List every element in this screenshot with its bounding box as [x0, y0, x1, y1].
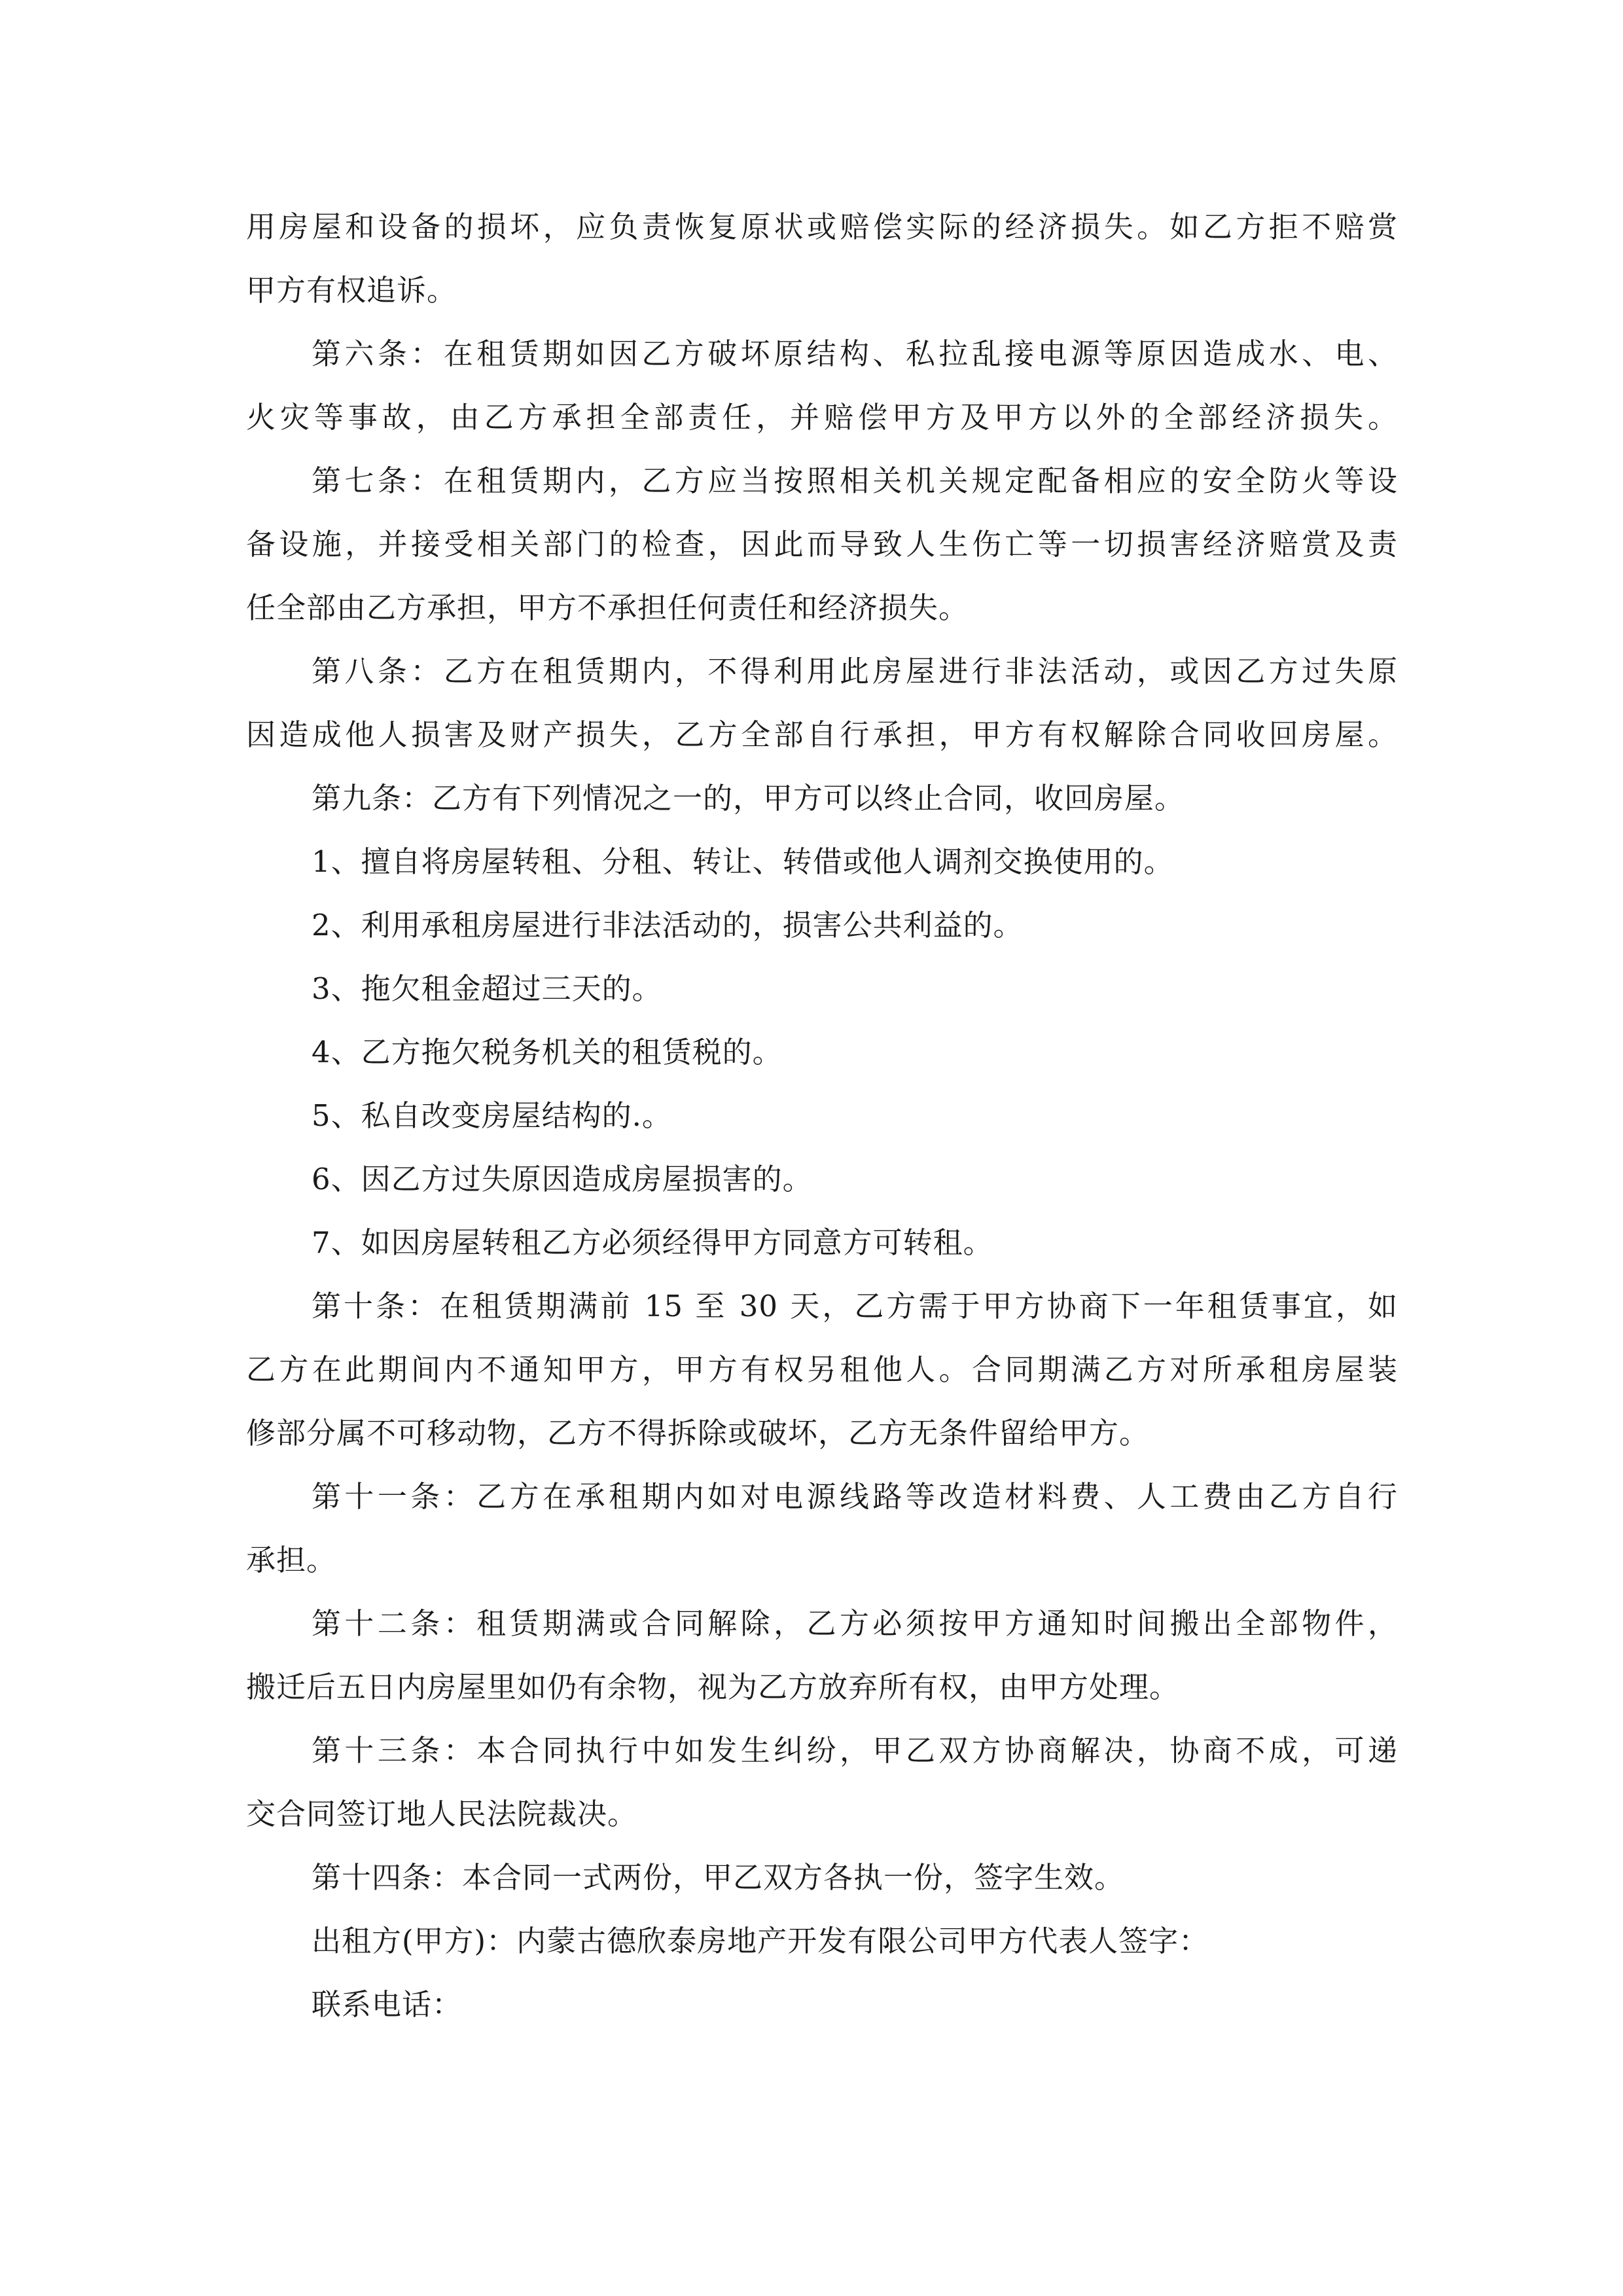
list-item: 3、拖欠租金超过三天的。 — [312, 971, 662, 1006]
text-line: 交合同签订地人民法院裁决。 — [246, 1797, 638, 1831]
list-item: 7、如因房屋转租乙方必须经得甲方同意方可转租。 — [312, 1225, 993, 1260]
lessor-signature-line: 出租方(甲方)：内蒙古德欣泰房地产开发有限公司甲方代表人签字： — [312, 1924, 1209, 1958]
text-line: 甲方有权追诉。 — [246, 273, 457, 308]
article-12: 第十二条：租赁期满或合同解除，乙方必须按甲方通知时间搬出全部物件， — [312, 1606, 1398, 1641]
article-8: 第八条：乙方在租赁期内，不得利用此房屋进行非法活动，或因乙方过失原 — [312, 654, 1398, 689]
list-item: 5、私自改变房屋结构的.。 — [312, 1098, 672, 1133]
text-line: 乙方在此期间内不通知甲方，甲方有权另租他人。合同期满乙方对所承租房屋装 — [246, 1352, 1398, 1387]
text-line: 因造成他人损害及财产损失，乙方全部自行承担，甲方有权解除合同收回房屋。 — [246, 717, 1398, 752]
list-item: 1、擅自将房屋转租、分租、转让、转借或他人调剂交换使用的。 — [312, 844, 1174, 879]
text-line: 备设施，并接受相关部门的检查，因此而导致人生伤亡等一切损害经济赔赏及责 — [246, 527, 1398, 562]
list-item: 6、因乙方过失原因造成房屋损害的。 — [312, 1162, 813, 1196]
article-9: 第九条：乙方有下列情况之一的，甲方可以终止合同，收回房屋。 — [312, 781, 1185, 816]
text-line: 用房屋和设备的损坏，应负责恢复原状或赔偿实际的经济损失。如乙方拒不赔赏 — [246, 209, 1398, 244]
article-11: 第十一条：乙方在承租期内如对电源线路等改造材料费、人工费由乙方自行 — [312, 1479, 1398, 1514]
article-13: 第十三条：本合同执行中如发生纠纷，甲乙双方协商解决，协商不成，可递 — [312, 1733, 1398, 1768]
text-line: 承担。 — [246, 1543, 337, 1577]
contract-body — [246, 195, 1398, 2036]
text-line: 搬迁后五日内房屋里如仍有余物，视为乙方放弃所有权，由甲方处理。 — [246, 1670, 1180, 1704]
text-line: 火灾等事故，由乙方承担全部责任，并赔偿甲方及甲方以外的全部经济损失。 — [246, 400, 1398, 435]
article-7: 第七条：在租赁期内，乙方应当按照相关机关规定配备相应的安全防火等设 — [312, 463, 1398, 498]
article-6: 第六条：在租赁期如因乙方破坏原结构、私拉乱接电源等原因造成水、电、 — [312, 336, 1398, 371]
list-item: 4、乙方拖欠税务机关的租赁税的。 — [312, 1035, 783, 1069]
article-10: 第十条：在租赁期满前 15 至 30 天，乙方需于甲方协商下一年租赁事宜，如 — [312, 1289, 1398, 1323]
article-14: 第十四条：本合同一式两份，甲乙双方各执一份，签字生效。 — [312, 1860, 1125, 1895]
text-line: 修部分属不可移动物，乙方不得拆除或破坏，乙方无条件留给甲方。 — [246, 1416, 1150, 1450]
text-line: 任全部由乙方承担，甲方不承担任何责任和经济损失。 — [246, 590, 969, 625]
contact-phone-line: 联系电话： — [312, 1987, 463, 2022]
list-item: 2、利用承租房屋进行非法活动的，损害公共利益的。 — [312, 908, 1024, 942]
